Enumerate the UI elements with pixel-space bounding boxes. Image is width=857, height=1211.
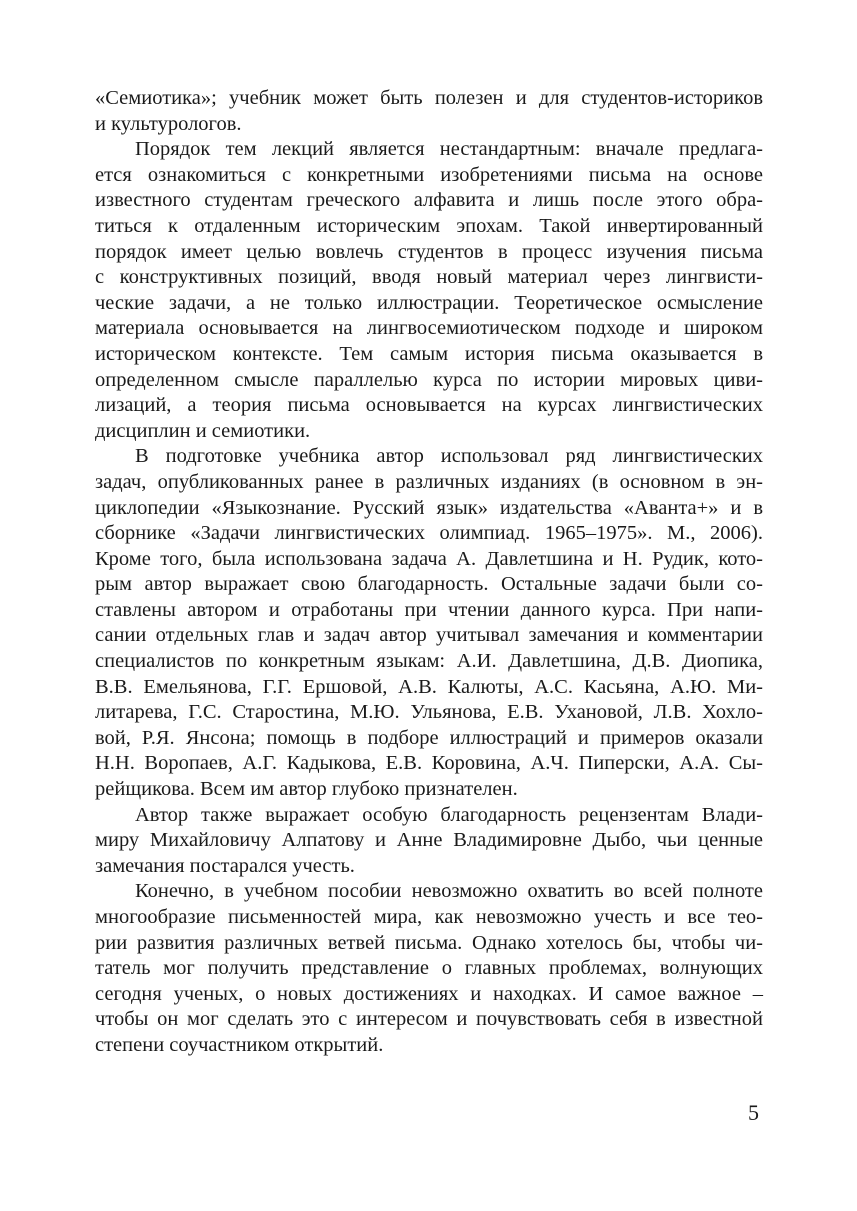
- text-line: Н.Н. Воропаев, А.Г. Кадыкова, Е.В. Коровина, А.Ч. Пиперски, А.А. Сы-: [95, 752, 763, 775]
- text-line: ется ознакомиться с конкретными изобретениями письма на основе: [95, 163, 763, 186]
- text-line: Кроме того, была использована задача А. Давлетшина и Н. Рудик, кото-: [95, 547, 763, 570]
- text-line: определенном смысле параллелью курса по истории мировых циви-: [95, 368, 763, 391]
- text-line: материала основывается на лингвосемиотическом подходе и широком: [95, 317, 763, 340]
- text-line: чтобы он мог сделать это с интересом и почувствовать себя в известной: [95, 1008, 763, 1031]
- page-number: 5: [748, 1100, 759, 1125]
- paragraph: [95, 137, 763, 444]
- text-line: татель мог получить представление о главных проблемах, волнующих: [95, 957, 763, 980]
- text-line: ставлены автором и отработаны при чтении данного курса. При напи-: [95, 598, 763, 621]
- text-line: литарева, Г.С. Старостина, М.Ю. Ульянова, Е.В. Ухановой, Л.В. Хохло-: [95, 701, 763, 724]
- text-line: задач, опубликованных ранее в различных изданиях (в основном в эн-: [95, 470, 763, 493]
- text-line: дисциплин и семиотики.: [95, 419, 311, 442]
- text-line: и культурологов.: [95, 112, 242, 135]
- text-line: Порядок тем лекций является нестандартным: вначале предлага-: [135, 138, 763, 161]
- text-line: В подготовке учебника автор использовал ряд лингвистических: [135, 445, 763, 468]
- text-line: историческом контексте. Тем самым история письма оказывается в: [95, 342, 763, 365]
- text-line: Конечно, в учебном пособии невозможно охватить во всей полноте: [135, 880, 763, 903]
- text-line: циклопедии «Языкознание. Русский язык» издательства «Аванта+» и в: [95, 496, 763, 519]
- text-line: с конструктивных позиций, вводя новый материал через лингвисти-: [95, 266, 763, 289]
- text-line: вой, Р.Я. Янсона; помощь в подборе иллюстраций и примеров оказали: [95, 726, 763, 749]
- text-line: замечания постарался учесть.: [95, 854, 355, 877]
- page-body: [95, 86, 763, 1059]
- text-line: рым автор выражает свою благодарность. Остальные задачи были со-: [95, 573, 763, 596]
- text-line: рейщикова. Всем им автор глубоко признателен.: [95, 778, 518, 801]
- text-line: миру Михайловичу Алпатову и Анне Владимировне Дыбо, чьи ценные: [95, 829, 763, 852]
- text-line: лизаций, а теория письма основывается на курсах лингвистических: [95, 394, 763, 417]
- text-line: ческие задачи, а не только иллюстрации. Теоретическое осмысление: [95, 291, 763, 314]
- paragraph: [95, 444, 763, 802]
- text-line: многообразие письменностей мира, как невозможно учесть и все тео-: [95, 906, 763, 928]
- text-line: сании отдельных глав и задач автор учитывал замечания и комментарии: [95, 624, 763, 647]
- text-line: сборнике «Задачи лингвистических олимпиад. 1965–1975». М., 2006).: [95, 522, 763, 545]
- text-line: специалистов по конкретным языкам: А.И. Давлетшина, Д.В. Диопика,: [95, 650, 763, 673]
- text-line: сегодня ученых, о новых достижениях и находках. И самое важное –: [95, 982, 763, 1005]
- paragraph: [95, 86, 763, 137]
- text-line: В.В. Емельянова, Г.Г. Ершовой, А.В. Калюты, А.С. Касьяна, А.Ю. Ми-: [95, 675, 763, 698]
- text-line: степени соучастником открытий.: [95, 1033, 384, 1056]
- text-line: известного студентам греческого алфавита и лишь после этого обра-: [95, 189, 763, 212]
- text-line: «Семиотика»; учебник может быть полезен и для студентов-историков: [95, 87, 763, 109]
- paragraph: [95, 803, 763, 880]
- text-line: Автор также выражает особую благодарность рецензентам Влади-: [135, 803, 763, 826]
- paragraph: [95, 879, 763, 1058]
- text-line: титься к отдаленным историческим эпохам. Такой инвертированный: [95, 214, 763, 237]
- text-line: рии развития различных ветвей письма. Однако хотелось бы, чтобы чи-: [95, 931, 763, 954]
- text-line: порядок имеет целью вовлечь студентов в процесс изучения письма: [95, 240, 763, 263]
